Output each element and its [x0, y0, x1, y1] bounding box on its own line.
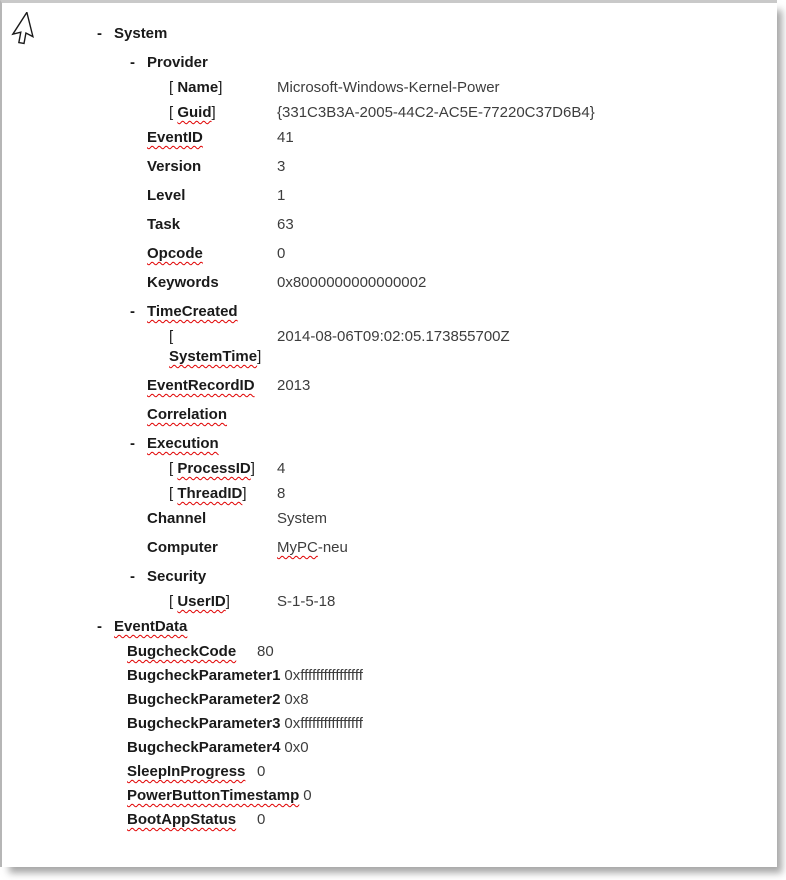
- tree-row-bootappstatus: [2, 810, 777, 830]
- bracket-open: [: [169, 485, 178, 502]
- attribute-value: Microsoft-Windows-Kernel-Power: [277, 79, 500, 96]
- tree-row-provider: [2, 53, 777, 73]
- bracket-open: [: [169, 104, 178, 121]
- bracket-close: ]: [242, 485, 247, 502]
- node-value: 80: [257, 643, 274, 660]
- node-label: Task: [147, 216, 181, 233]
- attribute-label: [ ProcessID]: [169, 460, 255, 477]
- collapse-toggle[interactable]: -: [130, 54, 135, 71]
- attribute-value: S-1-5-18: [277, 593, 336, 610]
- tree-row-bugcheckparameter2: [2, 690, 777, 710]
- node-label: PowerButtonTimestamp: [127, 787, 300, 804]
- node-value: 2013: [277, 377, 311, 394]
- node-label: Security: [147, 568, 207, 585]
- attribute-value: 2014-08-06T09:02:05.173855700Z: [277, 328, 510, 345]
- node-label: Correlation: [147, 406, 228, 423]
- tree-row-task: [2, 215, 777, 235]
- node-label: Computer: [147, 539, 218, 556]
- node-value: 0x8: [284, 691, 309, 708]
- node-value: 0xffffffffffffffff: [284, 715, 363, 732]
- tree-row-system: [2, 24, 777, 44]
- node-value: 0xffffffffffffffff: [284, 667, 363, 684]
- tree-row-eventid: [2, 128, 777, 148]
- node-value: 0: [303, 787, 312, 804]
- bracket-close: ]: [257, 348, 262, 365]
- attribute-value: {331C3B3A-2005-44C2-AC5E-77220C37D6B4}: [277, 104, 595, 121]
- tree-row-computer: [2, 538, 777, 558]
- attribute-label: [ ThreadID]: [169, 485, 247, 502]
- node-value: 0x0: [284, 739, 309, 756]
- node-label: BugcheckCode: [127, 643, 237, 660]
- tree-row-systemtime: [2, 327, 777, 367]
- attribute-label: [ UserID]: [169, 593, 230, 610]
- tree-row-powerbuttontimestamp: [2, 786, 777, 806]
- node-label: Version: [147, 158, 202, 175]
- node-value: 0x8000000000000002: [277, 274, 427, 291]
- attribute-value: 4: [277, 460, 286, 477]
- bracket-close: ]: [211, 104, 216, 121]
- tree-row-bugcheckparameter3: [2, 714, 777, 734]
- tree-row-eventdata: [2, 617, 777, 637]
- tree-row-eventrecordid: [2, 376, 777, 396]
- friendly-view-tree: [2, 24, 777, 834]
- node-label: TimeCreated: [147, 303, 238, 320]
- tree-row-security: [2, 567, 777, 587]
- tree-row-bugcheckcode: [2, 642, 777, 662]
- collapse-toggle[interactable]: -: [130, 568, 135, 585]
- node-label: BugcheckParameter3: [127, 715, 281, 732]
- attribute-value: 8: [277, 485, 286, 502]
- node-value: 0: [257, 763, 266, 780]
- node-label: Execution: [147, 435, 219, 452]
- collapse-toggle[interactable]: -: [97, 618, 102, 635]
- collapse-toggle[interactable]: -: [130, 435, 135, 452]
- node-label: EventID: [147, 129, 203, 146]
- node-value: 0: [257, 811, 266, 828]
- tree-row-guid: [2, 103, 777, 123]
- tree-row-keywords: [2, 273, 777, 293]
- node-label: EventRecordID: [147, 377, 255, 394]
- bracket-open: [: [169, 79, 178, 96]
- tree-row-sleepinprogress: [2, 762, 777, 782]
- node-value: MyPC-neu: [277, 539, 348, 556]
- bracket-close: ]: [218, 79, 223, 96]
- tree-row-opcode: [2, 244, 777, 264]
- collapse-toggle[interactable]: -: [97, 25, 102, 42]
- tree-row-threadid: [2, 484, 777, 504]
- node-label: System: [114, 25, 168, 42]
- bracket-open: [: [169, 328, 174, 345]
- collapse-toggle[interactable]: -: [130, 303, 135, 320]
- tree-row-userid: [2, 592, 777, 612]
- tree-row-bugcheckparameter1: [2, 666, 777, 686]
- tree-row-timecreated: [2, 302, 777, 322]
- node-label: BootAppStatus: [127, 811, 237, 828]
- node-value: 63: [277, 216, 294, 233]
- node-label: Provider: [147, 54, 208, 71]
- node-label: SleepInProgress: [127, 763, 246, 780]
- node-label: Opcode: [147, 245, 203, 262]
- node-label: BugcheckParameter1: [127, 667, 281, 684]
- tree-row-correlation: [2, 405, 777, 425]
- tree-row-execution: [2, 434, 777, 454]
- node-value: 1: [277, 187, 286, 204]
- tree-row-version: [2, 157, 777, 177]
- node-label: Level: [147, 187, 186, 204]
- bracket-open: [: [169, 460, 178, 477]
- bracket-close: ]: [250, 460, 255, 477]
- node-label: EventData: [114, 618, 188, 635]
- tree-row-channel: [2, 509, 777, 529]
- tree-row-name: [2, 78, 777, 98]
- tree-row-level: [2, 186, 777, 206]
- node-value: 0: [277, 245, 286, 262]
- bracket-open: [: [169, 593, 178, 610]
- tree-row-bugcheckparameter4: [2, 738, 777, 758]
- node-label: Keywords: [147, 274, 219, 291]
- node-value: 41: [277, 129, 294, 146]
- attribute-label: [ Guid]: [169, 104, 216, 121]
- attribute-label: [ Name]: [169, 79, 223, 96]
- node-label: BugcheckParameter4: [127, 739, 281, 756]
- node-label: BugcheckParameter2: [127, 691, 281, 708]
- node-value: System: [277, 510, 328, 527]
- tree-row-processid: [2, 459, 777, 479]
- bracket-close: ]: [225, 593, 230, 610]
- node-label: Channel: [147, 510, 207, 527]
- attribute-label: [ SystemTime]: [169, 327, 277, 367]
- node-value: 3: [277, 158, 286, 175]
